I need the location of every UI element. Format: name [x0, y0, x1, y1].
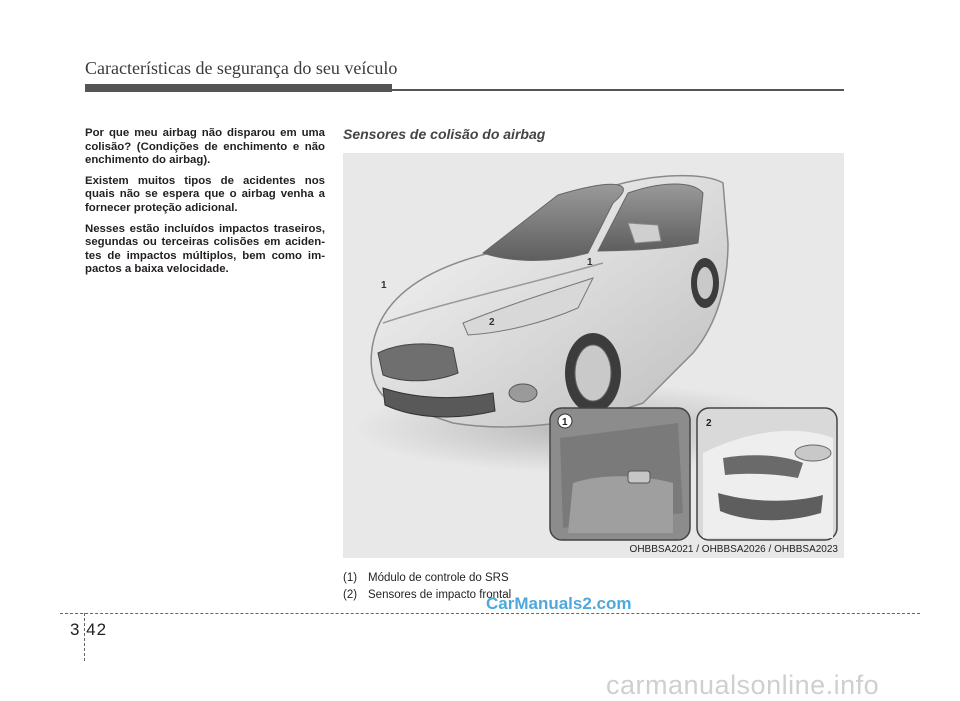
caption-2-number: (2) — [343, 589, 358, 601]
callout-2-center: 2 — [489, 317, 495, 328]
section-title: Sensores de colisão do airbag — [343, 126, 546, 142]
header-bar — [85, 84, 392, 92]
paragraph-1: Por que meu airbag não disparou em uma colisão? (Condições de enchimento e não enchimento do airbag). — [85, 127, 325, 167]
airbag-sensor-figure — [343, 153, 844, 558]
page-number: 3 42 — [70, 620, 108, 639]
callout-1-inset: 1 — [562, 417, 568, 428]
header-rule — [392, 89, 844, 91]
left-column-text — [85, 127, 325, 284]
callout-2-left: 1 — [381, 280, 387, 291]
callout-1-main: 1 — [587, 257, 593, 268]
paragraph-2: Existem muitos tipos de acidentes nos quais não se espera que o airbag venha a fornecer proteção adicional. — [85, 174, 325, 214]
caption-1 — [343, 570, 511, 587]
watermark-primary: CarManuals2.com — [486, 594, 632, 613]
paragraph-3: Nesses estão incluídos impactos traseiros, segundas ou terceiras colisões em aciden-tes de impactos múltiplos, bem como im-pactos a baixa velocidade. — [85, 222, 325, 276]
figure-code: OHBBSA2021 / OHBBSA2026 / OHBBSA2023 — [629, 544, 838, 555]
page-header-title: Características de segurança do seu veículo — [85, 58, 398, 78]
caption-2-text: Sensores de impacto frontal — [368, 589, 512, 601]
car-illustration — [343, 153, 844, 558]
caption-1-text: Módulo de controle do SRS — [368, 572, 509, 584]
callout-2-inset: 2 — [706, 418, 712, 429]
watermark-secondary: carmanualsonline.info — [606, 670, 880, 700]
caption-1-number: (1) — [343, 572, 358, 584]
